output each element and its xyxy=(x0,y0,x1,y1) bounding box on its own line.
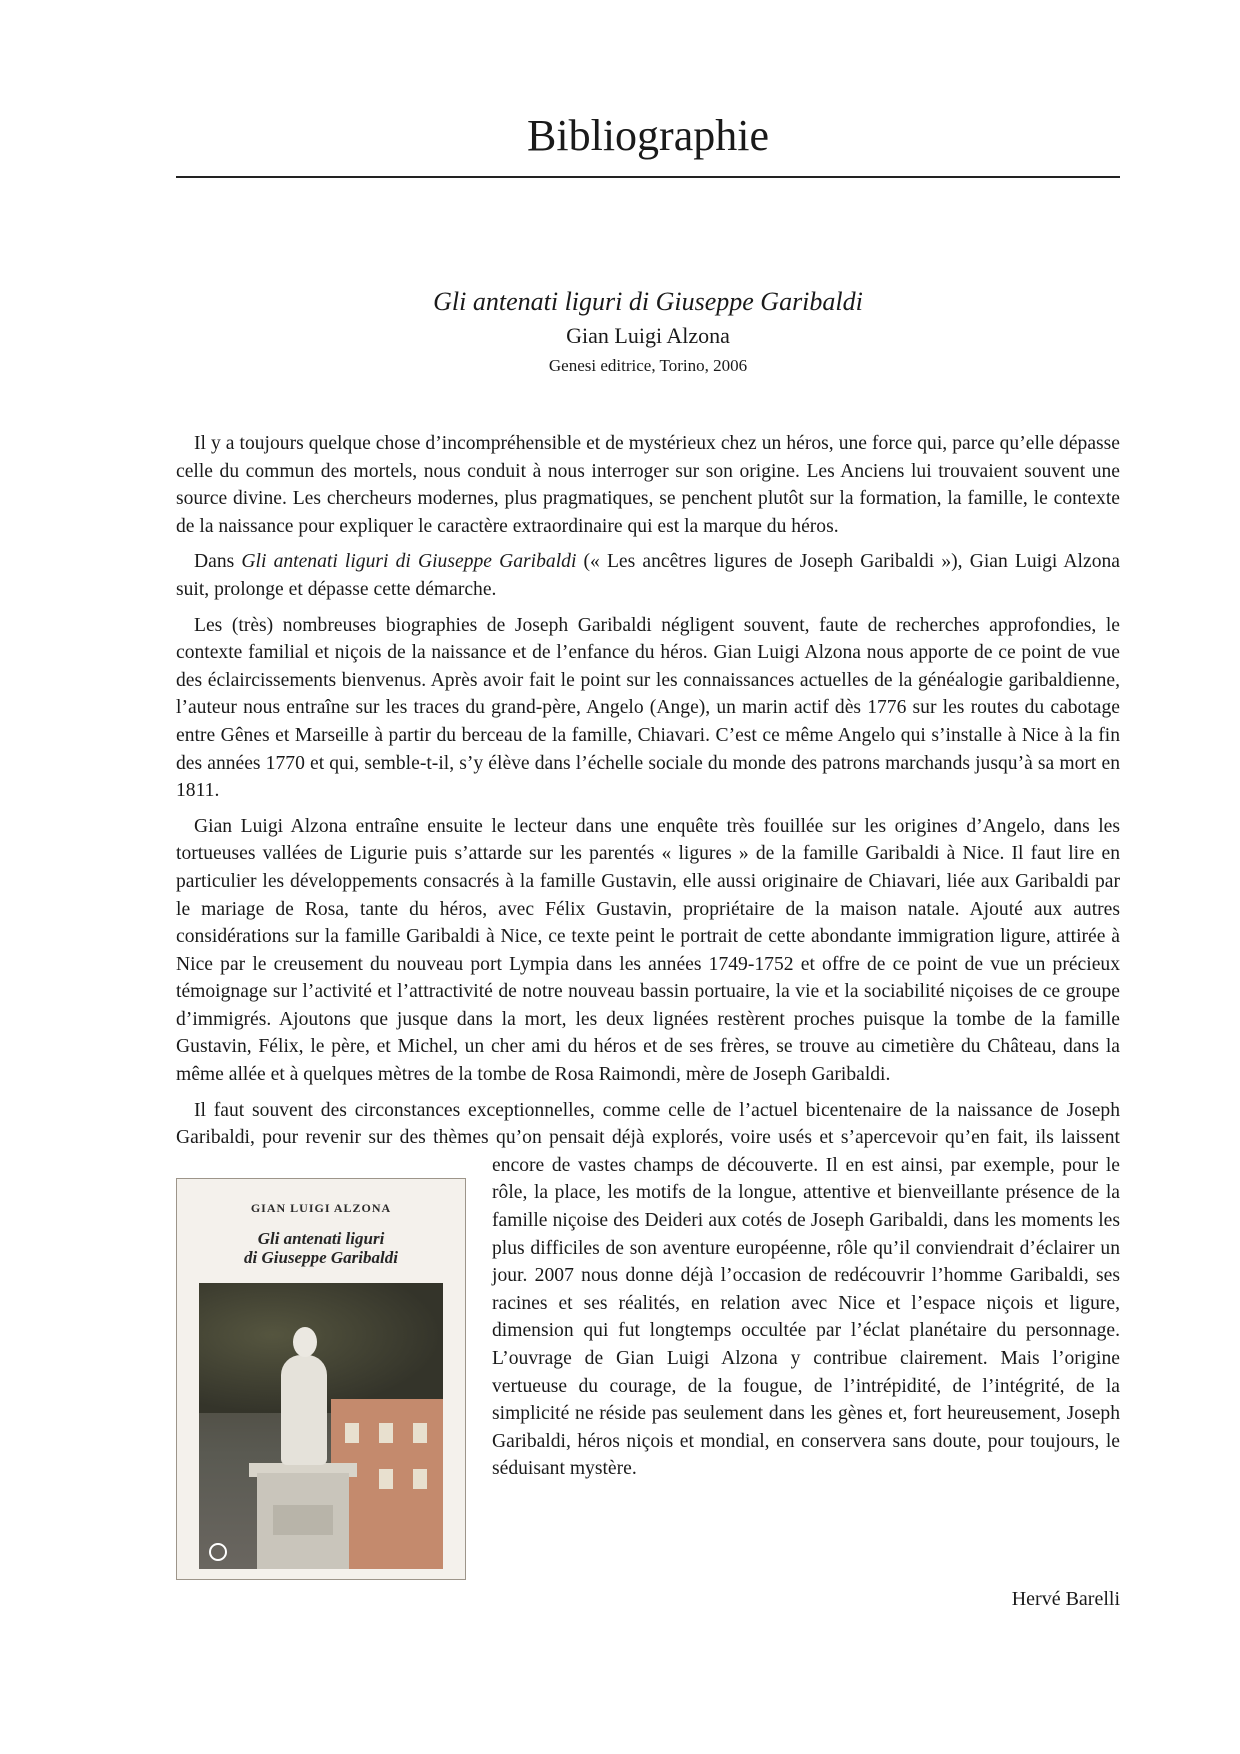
section-title: Bibliographie xyxy=(527,111,769,160)
statue-plaque xyxy=(273,1505,333,1535)
review-paragraph-5-start: Il faut souvent des circonstances exceptionnelles, comme celle de l’actuel bicentenaire de la naissance de Joseph Garibaldi, pour revenir sur des thèmes qu’on pensait déjà explorés, voire usés et s’apercevoir xyxy=(176,1099,1120,1149)
review-paragraph-2-book-title: Gli antenati liguri di Giuseppe Garibaldi xyxy=(241,551,577,573)
review-paragraph-2-prefix: Dans xyxy=(194,551,242,573)
review-paragraph-1: Il y a toujours quelque chose d’incompréhensible et de mystérieux chez un héros, une force qui, parce qu’elle dépasse celle du commun des mortels, nous conduit à nous interroger sur son origine. Les Anciens lui trouvaient souvent une source divine. Les chercheurs modernes, plus pragmatiques, se penchent plutôt sur la formation, la famille, le contexte de la naissance pour expliquer le caractère extraordinaire qui est la marque du héros. xyxy=(176,433,1120,537)
review-paragraph-4: Gian Luigi Alzona entraîne ensuite le lecteur dans une enquête très fouillée sur les origines d’Angelo, dans les tortueuses vallées de Ligurie puis s’attarde sur les parentés « ligures » de la famille Garibaldi à Nice. Il faut lire en particulier les développements consacrés à la famille Gustavin, elle aussi originaire de Chiavari, liée aux Garibaldi par le mariage de Rosa, tante du héros, avec Félix Gustavin, propriétaire de la maison natale. Ajouté aux autres considérations sur la famille Garibaldi à Nice, ce texte peint le portrait de cette abondante immigration ligure, attirée à Nice par le creusement du nouveau port Lympia dans les années 1749-1752 et offre de ce point de vue un précieux témoignage sur l’activité et l’attractivité de notre nouveau bassin portuaire, la vie et la sociabilité niçoises de ce groupe d’immigrés. Ajoutons que jusque dans la mort, les deux lignées restèrent proches puisque la tombe de la famille Gustavin, Félix, le père, et Michel, un cher ami du héros et de ses frères, se trouve au cimetière du Château, dans la même allée et à quelques mètres de la tombe de Rosa Raimondi, mère de Joseph Garibaldi. xyxy=(176,815,1120,1086)
book-cover-image xyxy=(176,1178,466,1580)
publisher-logo-icon xyxy=(209,1543,227,1561)
cover-window xyxy=(379,1423,393,1443)
cover-title-line-1: Gli antenati liguri xyxy=(257,1228,385,1248)
cover-title-text xyxy=(177,1229,465,1267)
cover-window xyxy=(413,1469,427,1489)
statue-figure xyxy=(281,1355,327,1465)
book-header xyxy=(176,284,1120,380)
cover-window xyxy=(379,1469,393,1489)
review-paragraph-2 xyxy=(176,548,1120,603)
book-title: Gli antenati liguri di Giuseppe Garibaldi xyxy=(433,287,863,316)
review-paragraph-2-suffix: (« Les ancêtres ligures de Joseph Garibaldi »), Gian Luigi Alzona suit, prolonge et dépasse cette démarche. xyxy=(176,551,1120,600)
review-paragraph-3: Les (très) nombreuses biographies de Joseph Garibaldi négligent souvent, faute de recherches approfondies, le contexte familial et niçois de la naissance et de l’enfance du héros. Gian Luigi Alzona nous apporte de ce point de vue des éclaircissements bienvenus. Après avoir fait le point sur les connaissances actuelles de la généalogie garibaldienne, l’auteur nous entraîne sur les traces du grand-père, Angelo (Ange), un marin actif dès 1776 sur les routes du cabotage entre Gênes et Marseille à partir du berceau de la famille, Chiavari. C’est ce même Angelo qui s’installe à Nice à la fin des années 1770 et qui, semble-t-il, s’y élève dans l’échelle sociale du monde des patrons marchands jusqu’à sa mort en 1811. xyxy=(176,614,1120,802)
statue-head xyxy=(293,1327,317,1357)
cover-title-line-2: di Giuseppe Garibaldi xyxy=(244,1247,398,1267)
review-signature: Hervé Barelli xyxy=(1011,1588,1120,1610)
book-publisher: Genesi editrice, Torino, 2006 xyxy=(548,356,748,375)
review-body xyxy=(176,430,1120,1590)
cover-window xyxy=(413,1423,427,1443)
review-paragraph-5-rest: qu’en fait, ils laissent encore de vastes champs de découverte. Il en est ainsi, par exemple, pour le rôle, la place, les motifs de la longue, attentive et bienveillante présence de la famille niçoise des Deideri aux cotés de Joseph Garibaldi, dans les moments les plus difficiles de son aventure européenne, rôle qu’il conviendrait d’éclairer un jour. 2007 nous donne déjà l’occasion de redécouvrir l’homme Garibaldi, ses racines et ses réalités, en relation avec Nice et l’espace niçois et ligure, dimension qui fut longtemps occultée par l’éclat planétaire du personnage. L’ouvrage de Gian Luigi Alzona y contribue clairement. Mais l’origine vertueuse du courage, de la fougue, de l’intrépidité, de l’intégrité, de la simplicité ne réside pas seulement dans les gènes et, fort heureusement, Joseph Garibaldi, héros niçois et mondial, en conservera sans doute, pour toujours, le séduisant mystère. xyxy=(492,1127,1120,1480)
cover-author-text: GIAN LUIGI ALZONA xyxy=(250,1200,392,1215)
statue-photo xyxy=(199,1283,443,1569)
review-paragraph-5 xyxy=(176,1097,1120,1483)
book-author: Gian Luigi Alzona xyxy=(566,323,730,348)
cover-window xyxy=(345,1423,359,1443)
title-rule xyxy=(176,176,1120,178)
